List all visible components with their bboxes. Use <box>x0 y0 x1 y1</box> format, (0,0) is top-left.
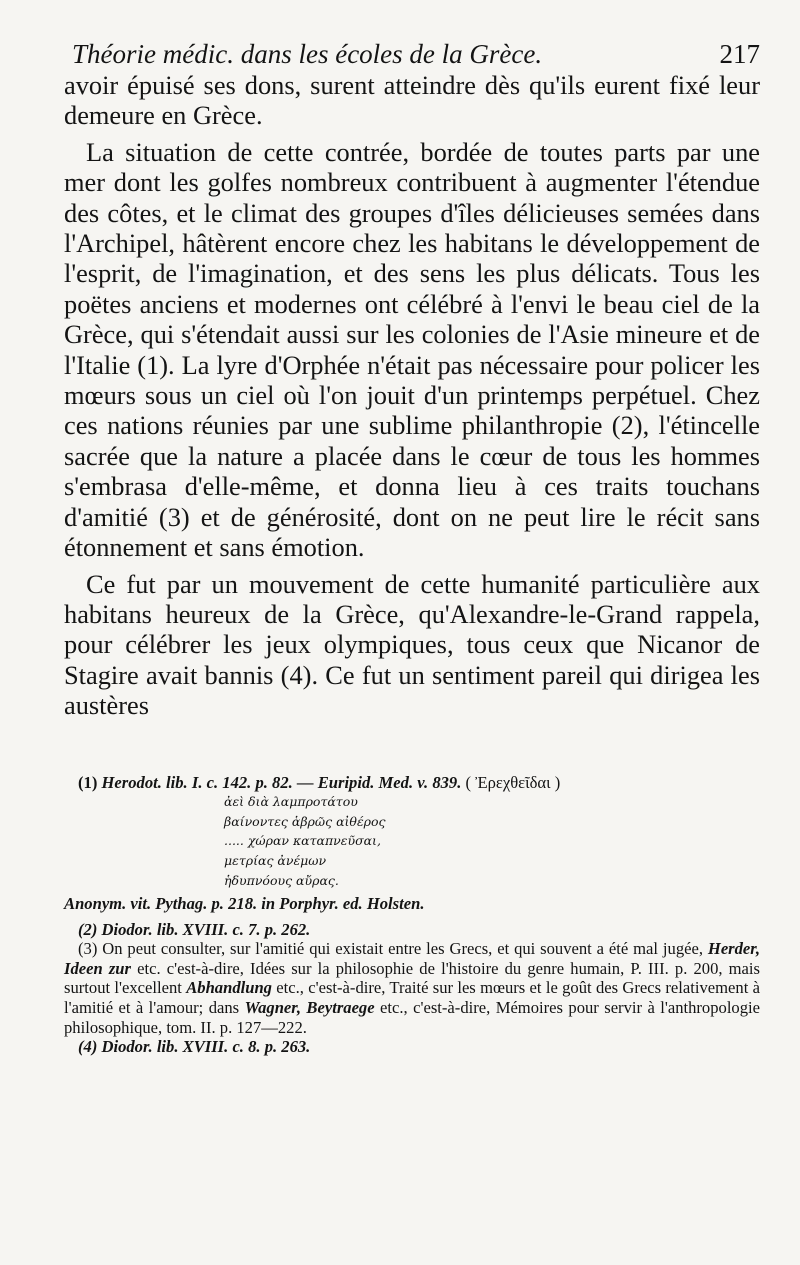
paragraph-2: La situation de cette contrée, bordée de toutes parts par une mer dont les golfes nombreux contribuent à augmenter l'étendue des côtes, et le climat des groupes d'îles délicieuses semées dans l'Archipel, hâtèrent encore chez les habitans le développement de l'esprit, de l'imagination, et des sens les plus délicats. Tous les poëtes anciens et modernes ont célébré à l'envi le beau ciel de la Grèce, qui s'étendait aussi sur les colonies de l'Asie mineure et de l'Italie (1). La lyre d'Orphée n'était pas nécessaire pour policer les mœurs sous un ciel où l'on jouit d'un printemps perpétuel. Chez ces nations réunies par une sublime philanthropie (2), l'étincelle sacrée que la nature a placée dans le cœur de tous les hommes s'embrasa d'elle-même, et donna lieu à ces traits touchans d'amitié (3) et de générosité, dont on ne peut lire le récit sans étonnement et sans émotion. <box>64 136 760 563</box>
main-text <box>64 70 760 721</box>
footnote-1-source: Herodot. lib. I. c. 142. p. 82. — Euripid. Med. v. 839. <box>101 772 462 792</box>
footnote-3-abhandlung: Abhandlung <box>186 978 272 998</box>
greek-line: ἡδυπνόους αὔρας. <box>224 872 339 888</box>
footnotes <box>64 773 760 1057</box>
greek-quotation <box>64 792 760 890</box>
footnote-3-part-d: etc., c'est-à-dire, Mémoires pour servir à l'anthropologie philosophique, tom. II. p. 127—222. <box>64 998 761 1037</box>
page <box>64 38 760 1057</box>
paragraph-1: avoir épuisé ses dons, surent atteindre dès qu'ils eurent fixé leur demeure en Grèce. <box>64 70 760 131</box>
footnote-3-wagner: Wagner, Beytraege <box>244 998 375 1018</box>
footnote-1-tail: ( Ἐρεχθεῖδαι ) <box>465 772 561 792</box>
running-header <box>64 38 760 70</box>
footnote-3-herder: Herder, Ideen zur <box>64 939 760 978</box>
running-title: Théorie médic. dans les écoles de la Grèce. <box>72 39 543 69</box>
greek-line: μετρίας ἀνέμων <box>224 852 327 868</box>
page-number: 217 <box>719 39 760 69</box>
footnote-3 <box>64 939 760 1037</box>
footnote-1 <box>64 773 760 793</box>
footnote-4 <box>64 1037 760 1057</box>
footnote-1-number: (1) <box>78 772 98 792</box>
footnote-3-part-b: etc. c'est-à-dire, Idées sur la philosophie de l'histoire du genre humain, P. III. p. 200, mais surtout l'excellent <box>64 958 760 998</box>
paragraph-3: Ce fut par un mouvement de cette humanité particulière aux habitans heureux de la Grèce, qu'Alexandre-le-Grand rappela, pour célébrer les jeux olympiques, tous ceux que Nicanor de Stagire avait bannis (4). Ce fut un sentiment pareil qui dirigea les austères <box>64 568 760 721</box>
greek-line: ἀεὶ διὰ λαμπροτάτου <box>224 794 358 810</box>
greek-line: βαίνοντες ἁβρῶς αἰθέρος <box>224 813 386 829</box>
greek-line: ..... χώραν καταπνεῦσαι, <box>224 833 381 849</box>
footnote-4-text: (4) Diodor. lib. XVIII. c. 8. p. 263. <box>78 1037 311 1057</box>
footnote-2 <box>64 920 760 940</box>
footnote-1-anon: Anonym. vit. Pythag. p. 218. in Porphyr. ed. Holsten. <box>64 894 425 914</box>
footnote-3-part-a: (3) On peut consulter, sur l'amitié qui existait entre les Grecs, et qui souvent a été mal jugée, <box>78 939 704 959</box>
footnote-2-text: (2) Diodor. lib. XVIII. c. 7. p. 262. <box>78 919 311 939</box>
footnote-3-part-c: etc., c'est-à-dire, Traité sur les mœurs et le goût des Grecs relativement à l'amitié et à l'amour; dans <box>64 978 760 1018</box>
